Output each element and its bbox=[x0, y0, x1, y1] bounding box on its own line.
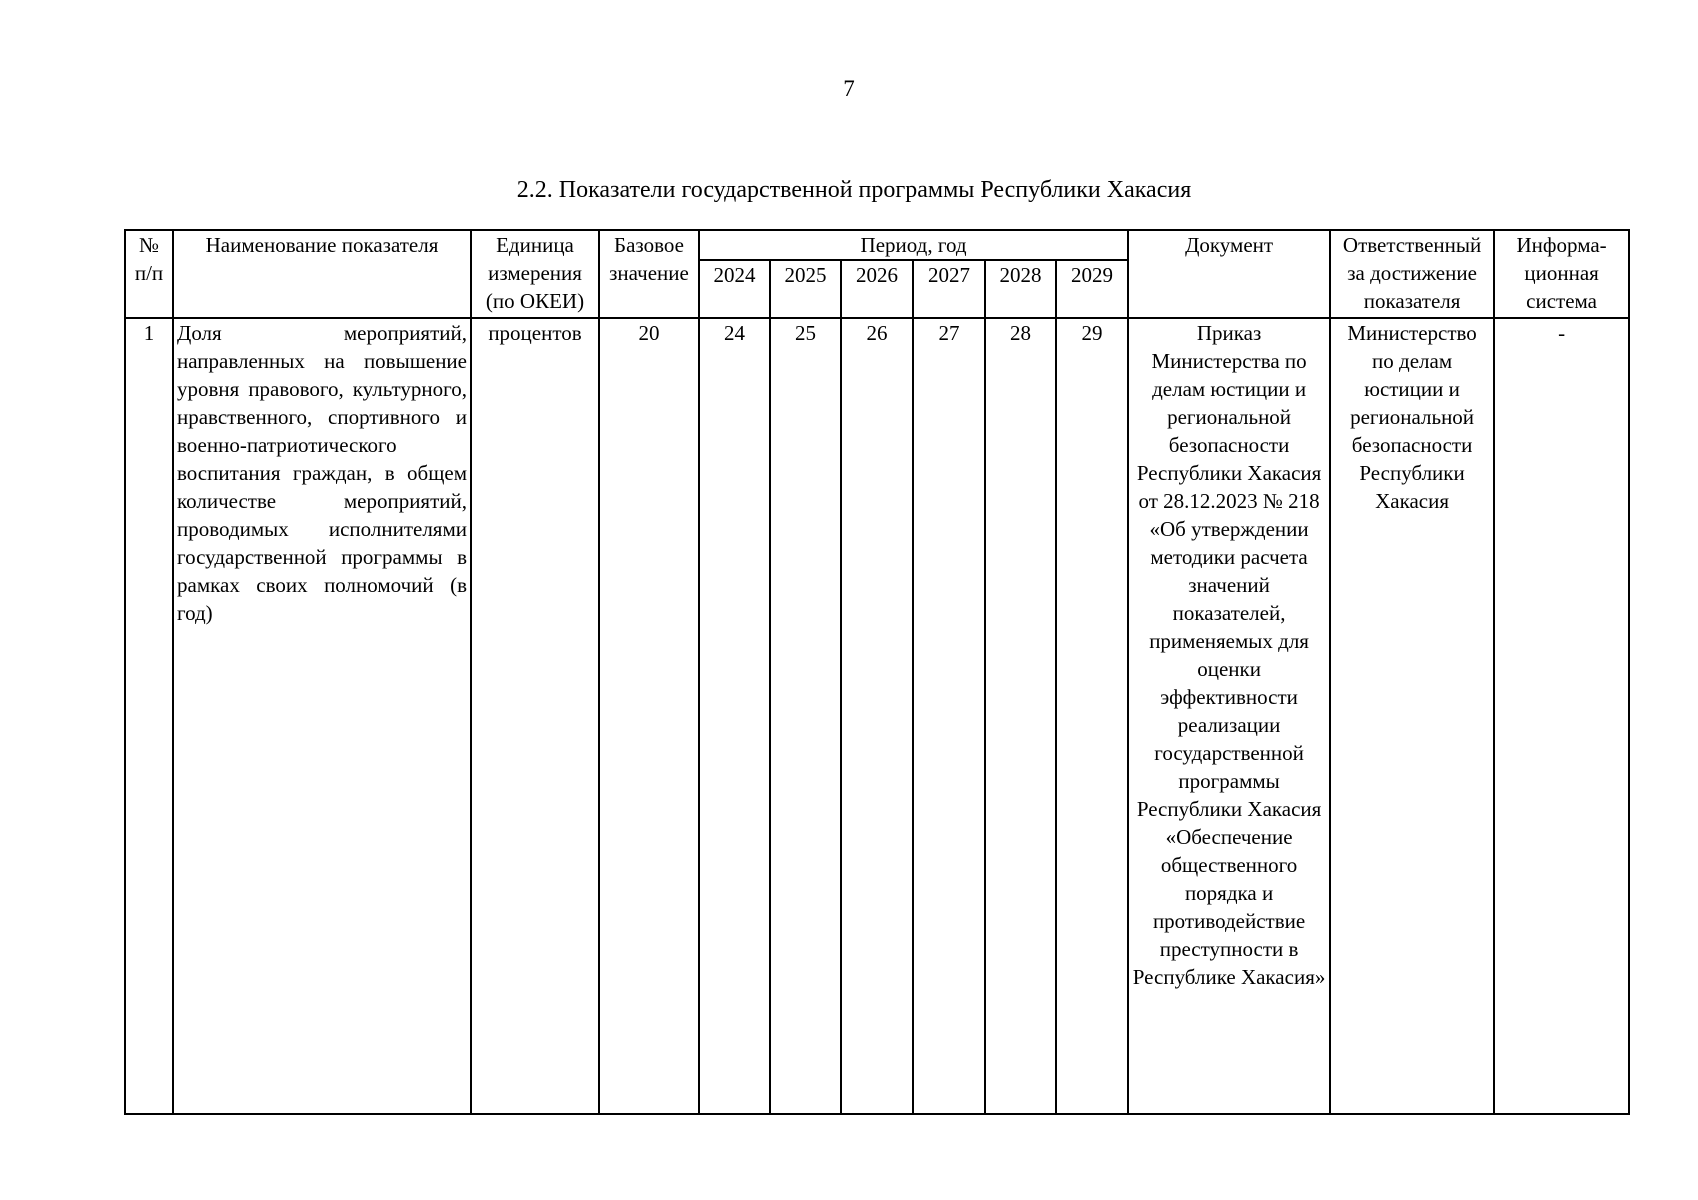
unit-cell: процентов bbox=[471, 318, 599, 1114]
header-year-2026: 2026 bbox=[841, 260, 913, 318]
indicators-table bbox=[124, 229, 1630, 1115]
value-2027: 27 bbox=[913, 318, 985, 1114]
header-info-system: Информа-ционная система bbox=[1494, 230, 1629, 318]
header-base: Базовое значение bbox=[599, 230, 699, 318]
value-2028: 28 bbox=[985, 318, 1056, 1114]
table-row bbox=[125, 318, 1629, 1114]
value-2026: 26 bbox=[841, 318, 913, 1114]
value-2025: 25 bbox=[770, 318, 841, 1114]
header-name: Наименование показателя bbox=[173, 230, 471, 318]
table-title: 2.2. Показатели государственной программы Республики Хакасия bbox=[516, 177, 1192, 203]
header-year-2028: 2028 bbox=[985, 260, 1056, 318]
value-2029: 29 bbox=[1056, 318, 1128, 1114]
header-document: Документ bbox=[1128, 230, 1330, 318]
header-responsible: Ответственный за достижение показателя bbox=[1330, 230, 1494, 318]
info-system-cell: - bbox=[1494, 318, 1629, 1114]
indicator-name: Доля мероприятий, направленных на повышение уровня правового, культурного, нравственного, спортивного и военно-патриотического воспитания граждан, в общем количестве мероприятий, проводимых исполнителями государственной программы в рамках своих полномочий (в год) bbox=[173, 318, 471, 1114]
header-year-2025: 2025 bbox=[770, 260, 841, 318]
responsible-cell: Министерство по делам юстиции и региональной безопасности Республики Хакасия bbox=[1330, 318, 1494, 1114]
header-num: № п/п bbox=[125, 230, 173, 318]
base-value-cell: 20 bbox=[599, 318, 699, 1114]
row-num: 1 bbox=[125, 318, 173, 1114]
header-year-2024: 2024 bbox=[699, 260, 770, 318]
document-cell: Приказ Министерства по делам юстиции и региональной безопасности Республики Хакасия от 28.12.2023 № 218 «Об утверждении методики расчета значений показателей, применяемых для оценки эффективности реализации государственной программы Республики Хакасия «Обеспечение общественного порядка и противодействие преступности в Республике Хакасия» bbox=[1128, 318, 1330, 1114]
value-2024: 24 bbox=[699, 318, 770, 1114]
header-year-2029: 2029 bbox=[1056, 260, 1128, 318]
header-year-2027: 2027 bbox=[913, 260, 985, 318]
header-period: Период, год bbox=[699, 230, 1128, 260]
page-number: 7 bbox=[843, 76, 855, 101]
header-unit: Единица измерения (по ОКЕИ) bbox=[471, 230, 599, 318]
